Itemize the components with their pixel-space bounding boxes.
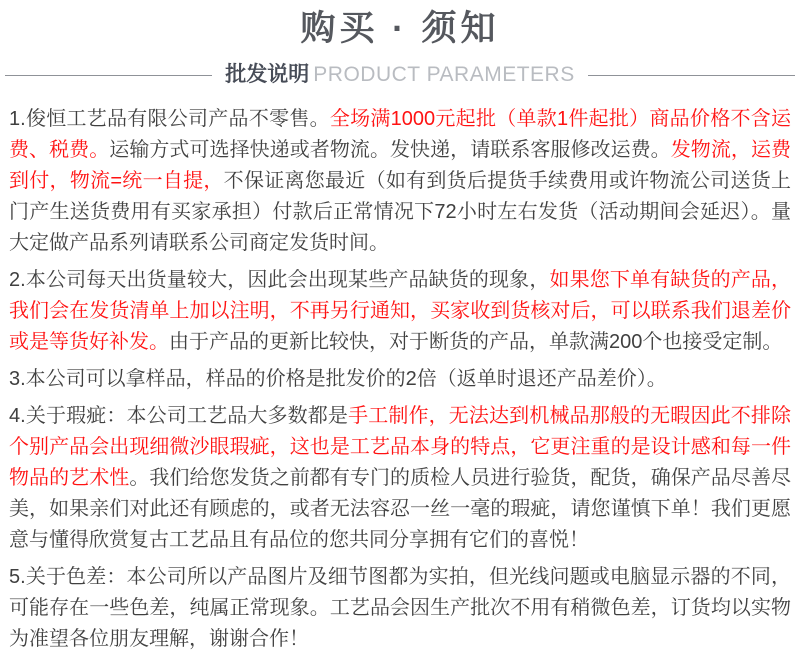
subtitle-divider-row — [0, 62, 800, 88]
notice-paragraph-3 — [9, 364, 791, 395]
highlighted-text: 发物流，运费到付，物流=统一自提， — [9, 139, 792, 192]
body-text: 运输方式可选择快递或者物流。发快递，请联系客服修改运费。 — [109, 139, 671, 161]
body-text: 不保证离您最近（如有到货后提货手续费用或许物流公司送货上门产生送货费用有买家承担）付款后正常情况下72小时左右发货（活动期间会延迟）。量大定做产品系列请联系公司商定发货时间。 — [9, 170, 791, 254]
highlighted-text: 手工制作，无法达到机械品那般的无暇因此不排除个别产品会出现细微沙眼瑕疵，这也是工艺品本身的特点，它更注重的是设计感和每一件物品的艺术性 — [9, 405, 791, 489]
subtitle — [212, 62, 587, 88]
body-text: 由于产品的更新比较快，对于断货的产品，单款满200个也接受定制。 — [169, 331, 783, 353]
page-title: 购买 · 须知 — [300, 9, 500, 48]
body-text: 5.关于色差：本公司所以产品图片及细节图都为实拍，但光线问题或电脑显示器的不同，可能存在一些色差，纯属正常现象。工艺品会因生产批次不用有稍微色差，订货均以实物为准望各位朋友理解，谢谢合作！ — [9, 566, 791, 650]
body-text: 4.关于瑕疵：本公司工艺品大多数都是 — [9, 405, 349, 427]
notice-paragraph-5 — [9, 562, 791, 655]
notice-paragraph-4 — [9, 401, 791, 556]
highlighted-text: 如果您下单有缺货的产品，我们会在发货清单上加以注明，不再另行通知，买家收到货核对后，可以联系我们退差价或是等货好补发。 — [9, 269, 792, 353]
notice-paragraph-1 — [9, 104, 791, 259]
notice-body — [0, 104, 800, 655]
body-text: 2.本公司每天出货量较大，因此会出现某些产品缺货的现象， — [9, 269, 550, 291]
divider-line-right — [588, 75, 795, 76]
notice-paragraph-2 — [9, 265, 791, 358]
highlighted-text: 全场满1000元起批（单款1件起批）商品价格不含运费、税费。 — [9, 108, 791, 161]
subtitle-chinese: 批发说明 — [225, 63, 310, 86]
body-text: 3.本公司可以拿样品，样品的价格是批发价的2倍（返单时退还产品差价）。 — [9, 368, 667, 390]
body-text: 。我们给您发货之前都有专门的质检人员进行验货，配货，确保产品尽善尽美，如果亲们对此还有顾虑的，或者无法容忍一丝一毫的瑕疵，请您谨慎下单！我们更愿意与懂得欣赏复古工艺品且有品位的您共同分享拥有它们的喜悦！ — [9, 467, 792, 551]
body-text: 1.俊恒工艺品有限公司产品不零售。 — [9, 108, 330, 130]
subtitle-english: PRODUCT PARAMETERS — [313, 63, 575, 86]
divider-line-left — [5, 75, 212, 76]
